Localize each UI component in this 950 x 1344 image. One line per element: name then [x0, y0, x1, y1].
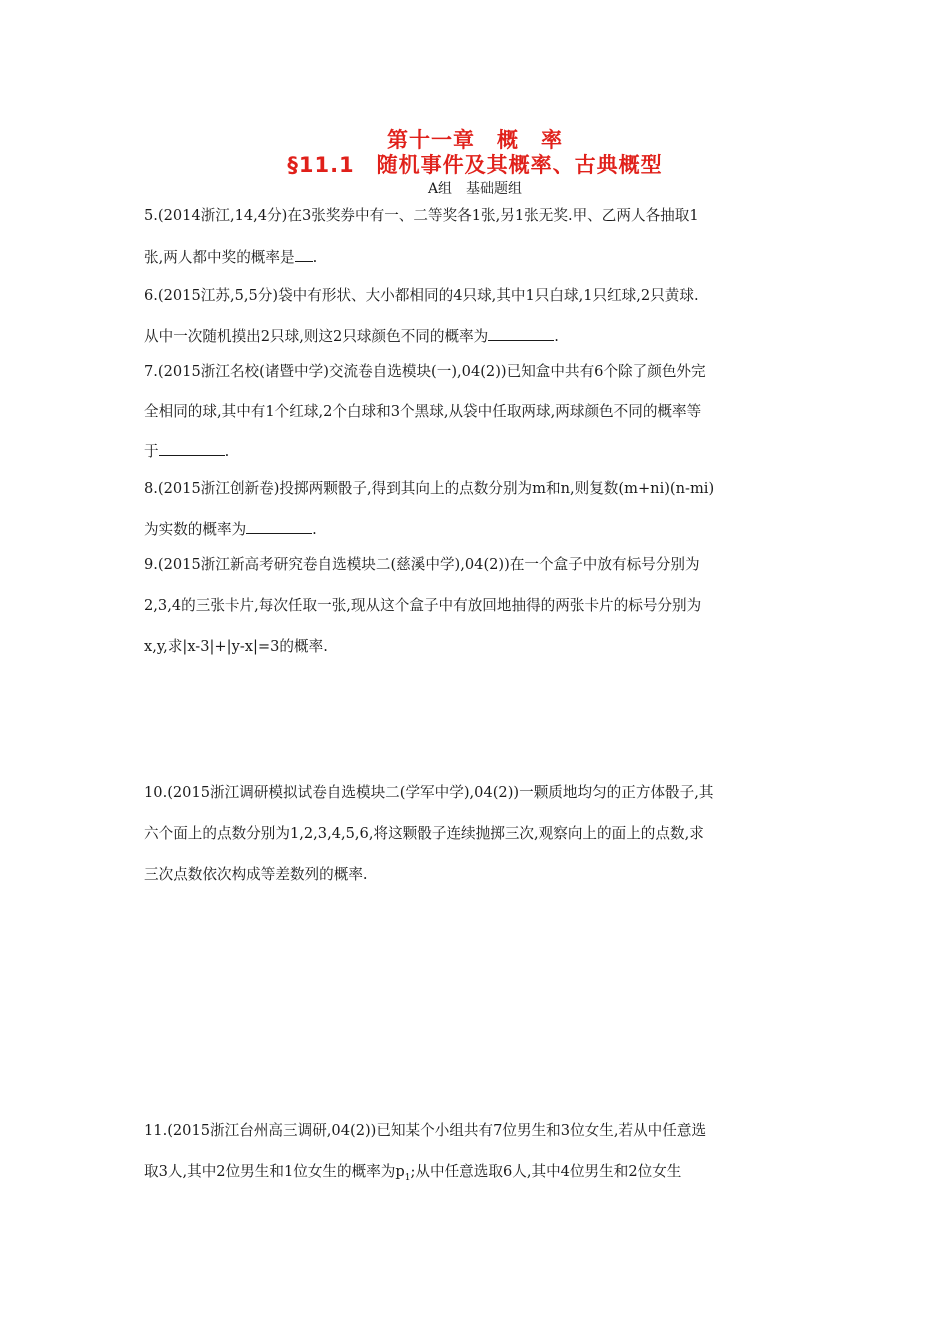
problem-line: 全相同的球,其中有1个红球,2个白球和3个黑球,从袋中任取两球,两球颜色不同的概率等 — [144, 403, 702, 420]
problem-text: 为实数的概率为 — [144, 521, 247, 538]
problem-line — [144, 519, 814, 540]
problem-text: . — [224, 443, 230, 460]
problem-text: . — [312, 521, 317, 538]
problem-text: 张,两人都中奖的概率是 — [144, 249, 295, 266]
answer-blank — [159, 441, 225, 456]
problem-line: 7.(2015浙江名校(诸暨中学)交流卷自选模块(一),04(2))已知盒中共有6个除了颜色外完 — [144, 363, 706, 380]
problem-line: 11.(2015浙江台州高三调研,04(2))已知某个小组共有7位男生和3位女生,若从中任意选 — [144, 1122, 707, 1139]
problem-line: 6.(2015江苏,5,5分)袋中有形状、大小都相同的4只球,其中1只白球,1只红球,2只黄球. — [144, 287, 699, 304]
answer-blank — [488, 326, 554, 341]
problem-text: 取3人,其中2位男生和1位女生的概率为p — [144, 1163, 405, 1180]
problem-line: 5.(2014浙江,14,4分)在3张奖券中有一、二等奖各1张,另1张无奖.甲、乙两人各抽取1 — [144, 207, 699, 224]
problem-line: 2,3,4的三张卡片,每次任取一张,现从这个盒子中有放回地抽得的两张卡片的标号分别为 — [144, 597, 702, 614]
group-label: A组 基础题组 — [427, 181, 523, 197]
answer-blank — [295, 247, 313, 262]
problem-text: . — [312, 249, 318, 266]
chapter-title: 第十一章 概 率 — [387, 128, 563, 152]
problem-text: ;从中任意选取6人,其中4位男生和2位女生 — [410, 1163, 682, 1180]
problem-line — [144, 441, 814, 462]
problem-line: 六个面上的点数分别为1,2,3,4,5,6,将这颗骰子连续抛掷三次,观察向上的面上的点数,求 — [144, 825, 704, 842]
problem-line: 10.(2015浙江调研模拟试卷自选模块二(学军中学),04(2))一颗质地均匀的正方体骰子,其 — [144, 784, 714, 801]
subscript: 1 — [404, 1172, 411, 1183]
problem-line — [144, 326, 814, 347]
problem-line — [144, 1162, 814, 1188]
problem-line: 8.(2015浙江创新卷)投掷两颗骰子,得到其向上的点数分别为m和n,则复数(m+ni)(n-mi) — [144, 480, 715, 497]
problem-line: 9.(2015浙江新高考研究卷自选模块二(慈溪中学),04(2))在一个盒子中放有标号分别为 — [144, 556, 700, 573]
problem-line: x,y,求|x-3|+|y-x|=3的概率. — [144, 638, 328, 655]
section-title: §11.1 随机事件及其概率、古典概型 — [287, 153, 663, 177]
problem-text: 从中一次随机摸出2只球,则这2只球颜色不同的概率为 — [144, 328, 489, 345]
problem-text: . — [554, 328, 559, 345]
problem-text: 于 — [144, 443, 159, 460]
answer-blank — [246, 519, 312, 534]
problem-line: 三次点数依次构成等差数列的概率. — [144, 866, 368, 883]
problem-line — [144, 247, 814, 268]
